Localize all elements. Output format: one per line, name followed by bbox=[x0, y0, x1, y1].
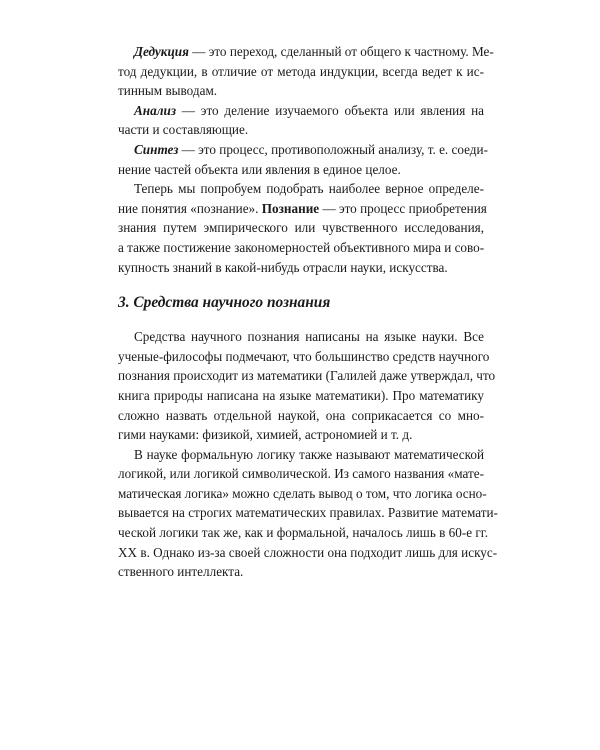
logic-line-3: матическая логика» можно сделать вывод о том, что логика осно- bbox=[118, 485, 487, 501]
logic-line-4: вывается на строгих математических правилах. Развитие математи- bbox=[118, 505, 498, 521]
term-cognition: Познание bbox=[261, 200, 320, 216]
deduction-line-2: тод дедукции, в отличие от метода индукции, всегда ведет к ис- bbox=[118, 63, 484, 79]
paragraph-deduction bbox=[118, 42, 494, 101]
cognition-line-2: ние понятия «познание». Познание — это процесс приобретения bbox=[118, 200, 487, 216]
cognition-line-3: знания путем эмпирического или чувственного исследования, bbox=[118, 220, 484, 236]
paragraph-analysis bbox=[118, 101, 484, 140]
logic-line-6: XX в. Однако из-за своей сложности она подходит лишь для искус- bbox=[118, 544, 498, 560]
term-analysis: Анализ bbox=[134, 102, 176, 118]
page-body bbox=[118, 42, 498, 582]
means-line-1: Средства научного познания написаны на языке науки. Все bbox=[134, 329, 484, 345]
means-line-2: ученые-философы подмечают, что большинство средств научного bbox=[118, 348, 490, 364]
deduction-line-3: тинным выводам. bbox=[118, 83, 218, 99]
cognition-line-5: купность знаний в какой-нибудь отрасли науки, искусства. bbox=[118, 259, 448, 275]
analysis-line-1: Анализ — это деление изучаемого объекта или явления на bbox=[134, 102, 484, 118]
logic-line-2: логикой, или логикой символической. Из самого названия «мате- bbox=[118, 466, 484, 482]
cognition-line-1: Теперь мы попробуем подобрать наиболее верное определе- bbox=[134, 181, 484, 197]
logic-line-5: ческой логики так же, как и формальной, началось лишь в 60-е гг. bbox=[118, 525, 489, 541]
analysis-line-2: части и составляющие. bbox=[118, 122, 249, 138]
means-line-4: книга природы написана на языке математики). Про математику bbox=[118, 387, 484, 403]
paragraph-synthesis bbox=[118, 140, 488, 179]
deduction-line-1: Дедукция — это переход, сделанный от общего к частному. Ме- bbox=[134, 44, 494, 59]
means-line-5: сложно назвать отдельной наукой, она соприкасается со мно- bbox=[118, 407, 484, 423]
logic-line-1: В науке формальную логику также называют математической bbox=[134, 446, 484, 462]
term-synthesis: Синтез bbox=[134, 141, 179, 157]
means-line-6: гими науками: физикой, химией, астрономией и т. д. bbox=[118, 427, 413, 443]
paragraph-cognition bbox=[118, 179, 487, 277]
synthesis-line-1: Синтез — это процесс, противоположный анализу, т. е. соеди- bbox=[134, 141, 488, 157]
paragraph-means bbox=[118, 327, 496, 445]
logic-line-7: ственного интеллекта. bbox=[118, 564, 244, 580]
means-line-3: познания происходит из математики (Галилей даже утверждал, что bbox=[118, 368, 496, 384]
section-heading: 3. Средства научного познания bbox=[118, 294, 331, 312]
paragraph-logic bbox=[118, 445, 498, 582]
synthesis-line-2: нение частей объекта или явления в единое целое. bbox=[118, 161, 401, 177]
term-deduction: Дедукция bbox=[134, 44, 189, 59]
cognition-line-4: а также постижение закономерностей объективного мира и сово- bbox=[118, 239, 485, 255]
